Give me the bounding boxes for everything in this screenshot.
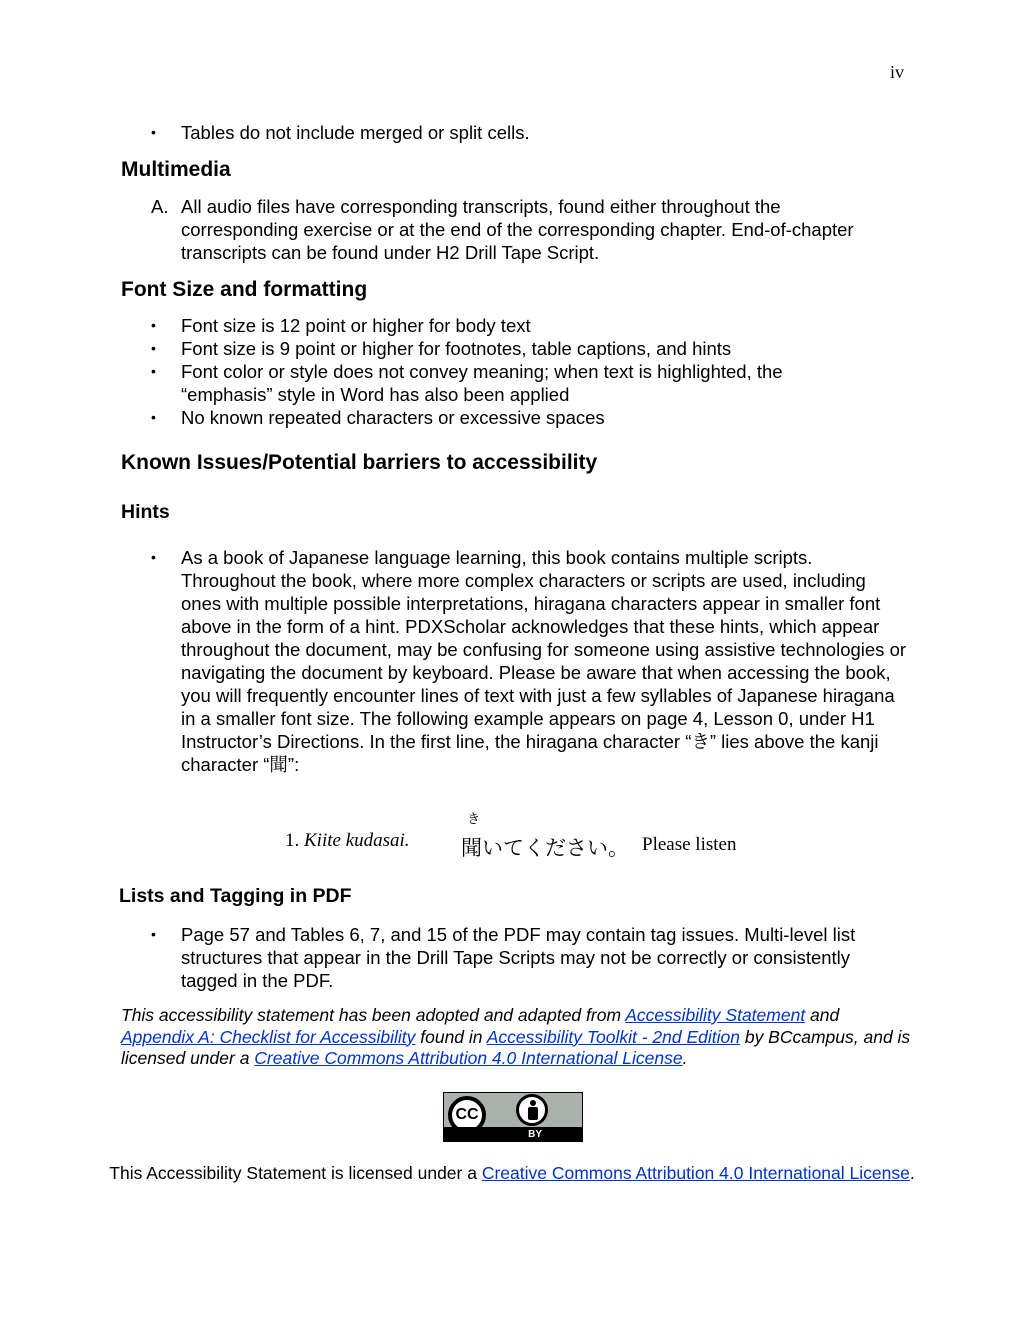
- top-bullet-list: [121, 121, 921, 144]
- list-item: • No known repeated characters or excessive spaces: [121, 406, 861, 429]
- example-number: 1.: [285, 830, 300, 851]
- example-furigana: き: [467, 812, 481, 827]
- page-number: iv: [889, 62, 904, 82]
- by-label: BY: [528, 1129, 542, 1140]
- attribution-person-icon: [516, 1094, 548, 1126]
- lists-tagging-list: [121, 923, 881, 992]
- license-link[interactable]: Creative Commons Attribution 4.0 International License: [481, 1163, 910, 1183]
- license-statement: This Accessibility Statement is licensed under a Creative Commons Attribution 4.0 International License.: [109, 1163, 915, 1183]
- badge-band: [444, 1127, 582, 1141]
- list-item: • Tables do not include merged or split cells.: [121, 121, 921, 144]
- known-issues-heading: Known Issues/Potential barriers to accessibility: [121, 451, 598, 474]
- hints-list: [121, 546, 911, 776]
- hints-paragraph: As a book of Japanese language learning, this book contains multiple scripts. Throughout the book, where more complex characters or scripts are used, including ones with multiple possible interpretations, hiragana characters appear in smaller font above in the form of a hint. PDXScholar acknowledges that these hints, which appear throughout the document, may be confusing for someone using assistive technologies or navigating the document by keyboard. Please be aware that when accessing the book, you will frequently encounter lines of text with just a few syllables of Japanese hiragana in a smaller font size. The following example appears on page 4, Lesson 0, under H1 Instructor’s Directions. In the first line, the hiragana character “き” lies above the kanji character “聞”:: [181, 547, 907, 775]
- accessibility-toolkit-link[interactable]: Accessibility Toolkit - 2nd Edition: [486, 1026, 740, 1047]
- cc-icon: CC: [448, 1096, 486, 1134]
- hints-heading: Hints: [121, 501, 170, 523]
- list-item: • Font color or style does not convey meaning; when text is highlighted, the “emphasis” style in Word has also been applied: [121, 360, 861, 406]
- example-romaji: Kiite kudasai.: [304, 830, 410, 851]
- list-marker: A.: [151, 196, 169, 217]
- multimedia-heading: Multimedia: [121, 158, 231, 181]
- list-item: • Font size is 9 point or higher for footnotes, table captions, and hints: [121, 337, 861, 360]
- cc-license-link[interactable]: Creative Commons Attribution 4.0 International License: [254, 1048, 683, 1068]
- list-item-text: All audio files have corresponding transcripts, found either throughout the corresponding exercise or at the end of the corresponding chapter. End-of-chapter transcripts can be found under H2 Drill Tape Script.: [181, 196, 854, 263]
- example-japanese: 聞いてください。: [461, 836, 629, 860]
- person-head-icon: [530, 1100, 536, 1106]
- list-item: [121, 195, 861, 264]
- list-item: [121, 546, 911, 776]
- lists-tagging-heading: Lists and Tagging in PDF: [119, 885, 352, 907]
- list-item: • Font size is 12 point or higher for body text: [121, 314, 861, 337]
- font-size-heading: Font Size and formatting: [121, 278, 368, 301]
- creative-commons-by-icon: [443, 1092, 583, 1142]
- list-item: • Page 57 and Tables 6, 7, and 15 of the PDF may contain tag issues. Multi-level list structures that appear in the Drill Tape Scripts may not be correctly or consistently tagged in the PDF.: [121, 923, 881, 992]
- multimedia-list: [121, 195, 861, 264]
- font-size-list: [121, 314, 861, 429]
- accessibility-statement-link[interactable]: Accessibility Statement: [625, 1005, 806, 1025]
- person-body-icon: [528, 1107, 538, 1120]
- attribution-statement: This accessibility statement has been adopted and adapted from Accessibility Statement and Appendix A: Checklist for Accessibility found in Accessibility Toolkit - 2nd Edition by BCcampus, and is licensed under a Creative Commons Attribution 4.0 International License.: [121, 1005, 911, 1068]
- example-english: Please listen: [642, 834, 737, 855]
- example-line: [285, 830, 410, 852]
- appendix-checklist-link[interactable]: Appendix A: Checklist for Accessibility: [121, 1026, 416, 1047]
